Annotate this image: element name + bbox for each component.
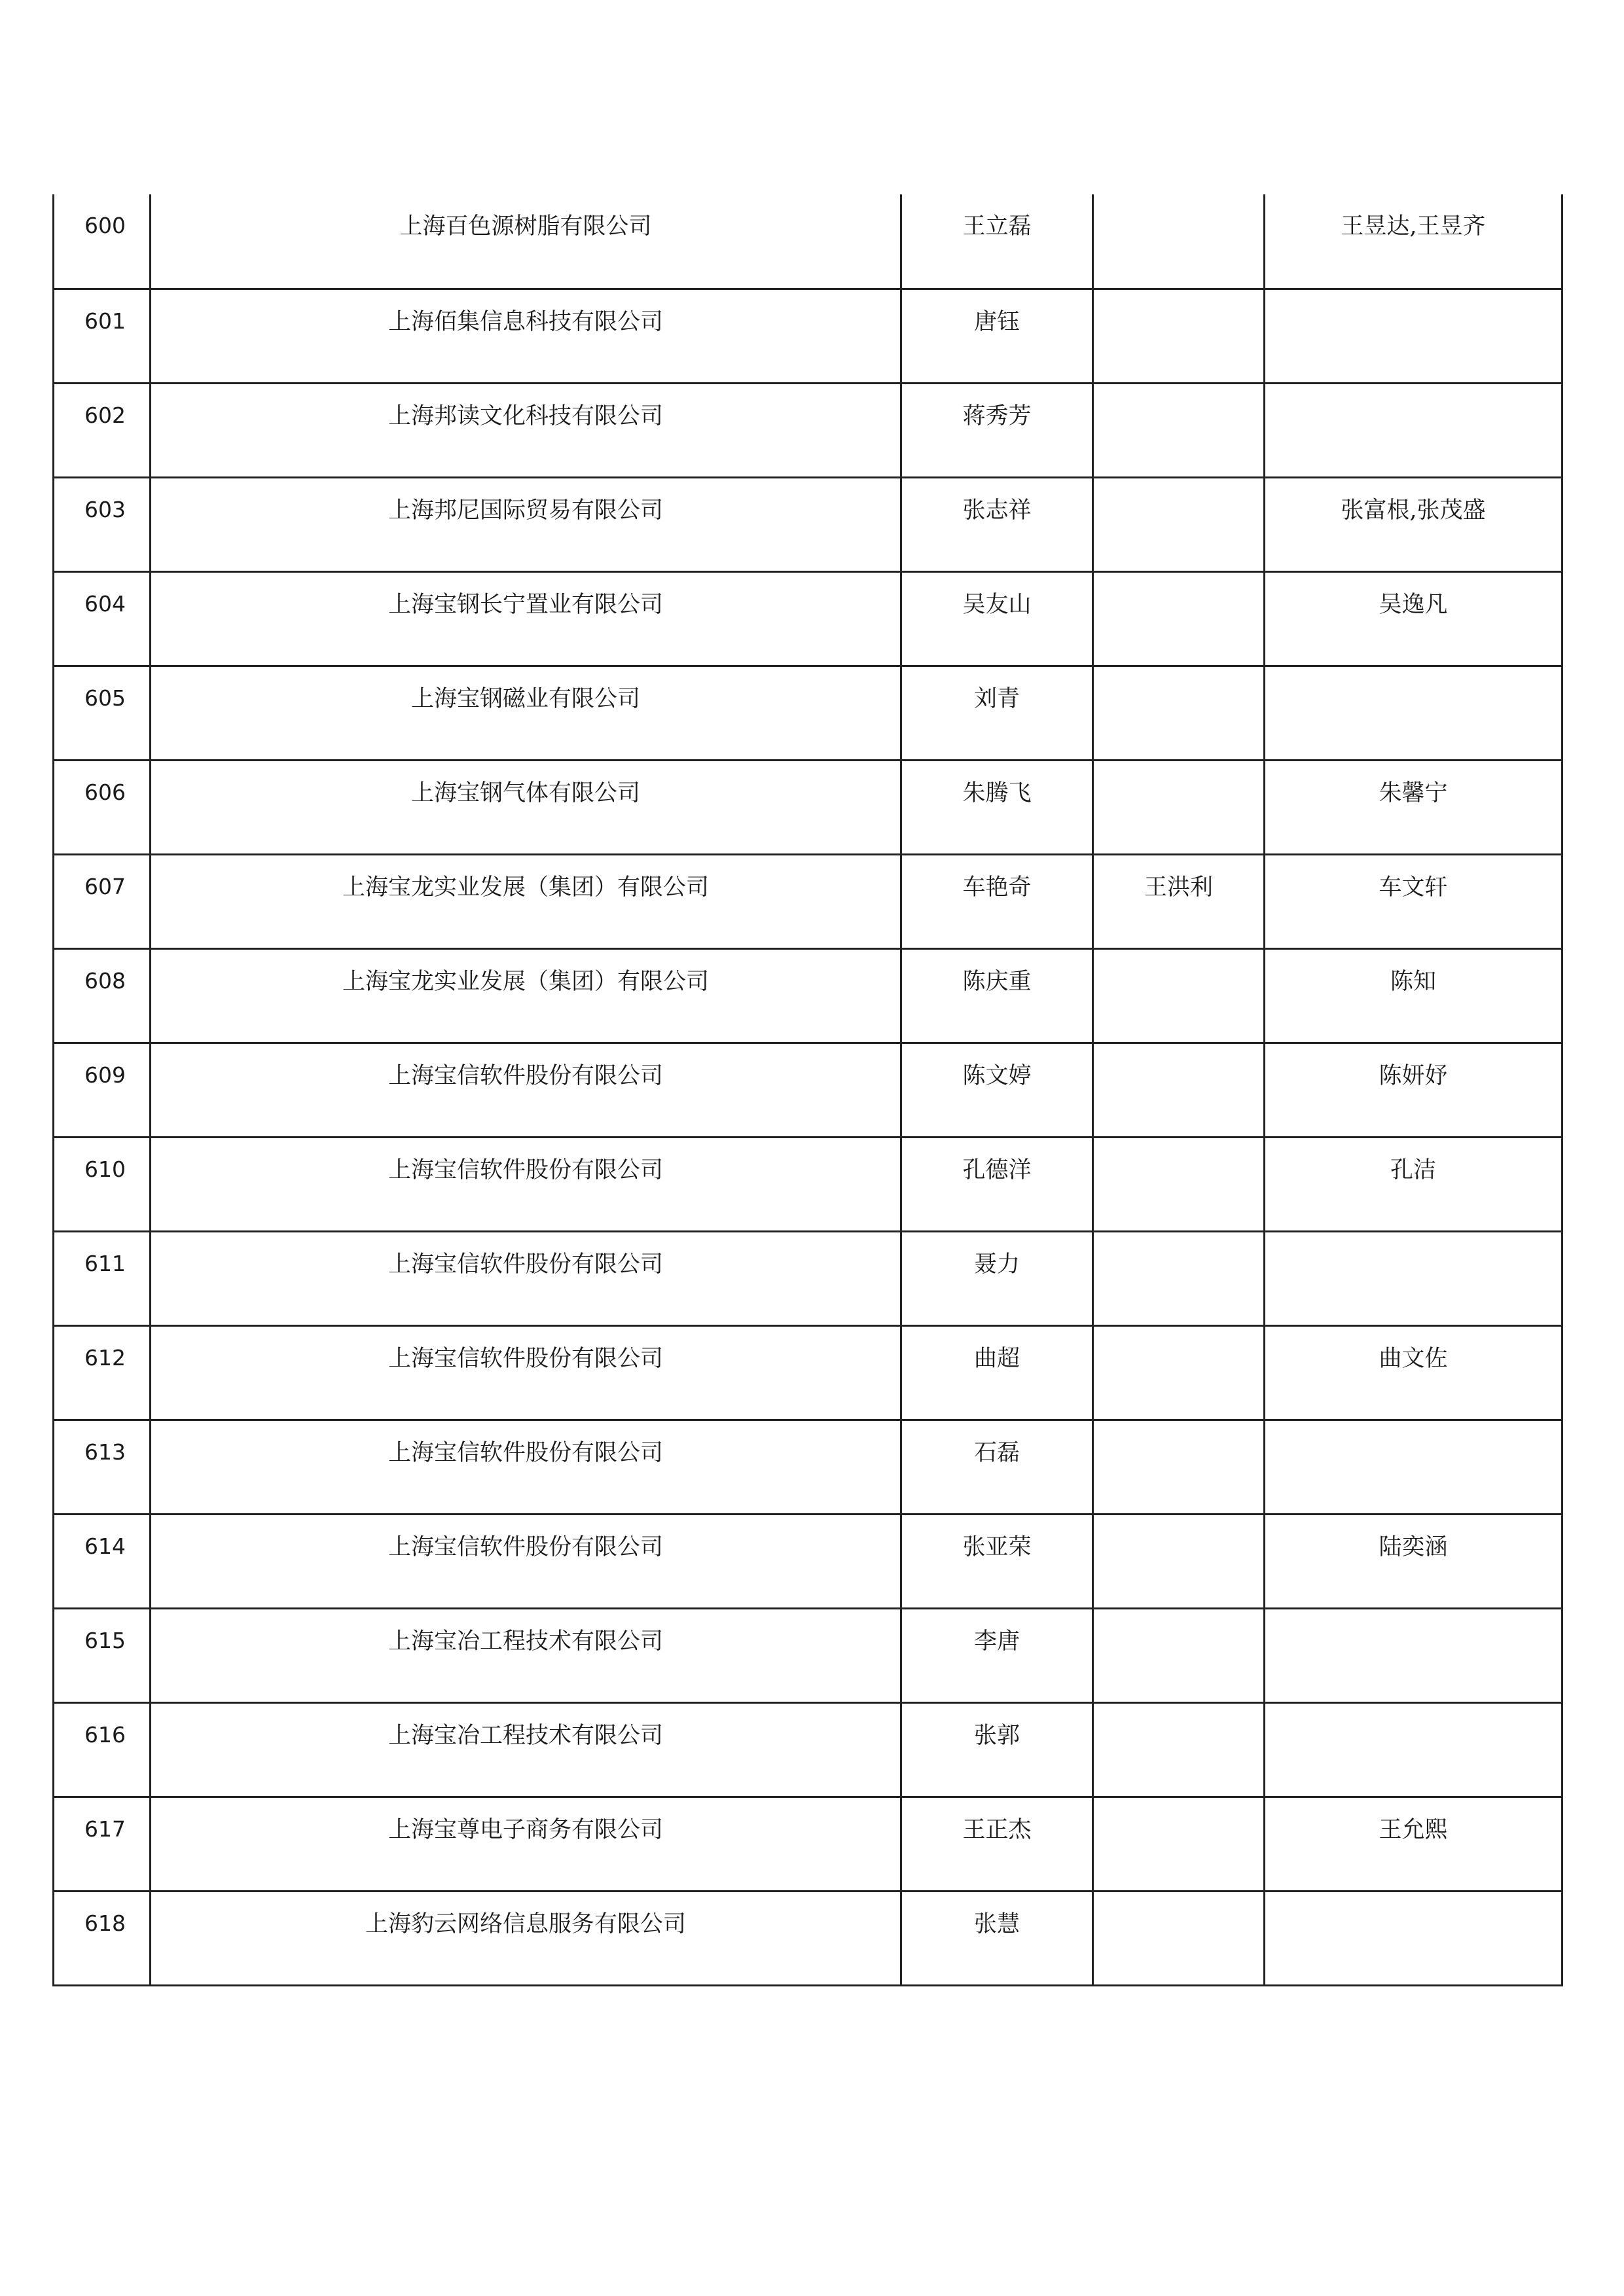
company-name-cell: 上海宝信软件股份有限公司 xyxy=(151,1231,901,1325)
row-number-cell: 609 xyxy=(54,1043,151,1137)
person-name-cell: 石磊 xyxy=(901,1420,1093,1514)
company-name-cell: 上海宝尊电子商务有限公司 xyxy=(151,1797,901,1891)
person-name-cell: 车艳奇 xyxy=(901,854,1093,948)
person-name-cell: 蒋秀芳 xyxy=(901,383,1093,477)
related-names-cell: 王允熙 xyxy=(1265,1797,1562,1891)
person-name-cell: 聂力 xyxy=(901,1231,1093,1325)
row-number-cell: 606 xyxy=(54,760,151,854)
company-name-cell: 上海宝冶工程技术有限公司 xyxy=(151,1702,901,1797)
second-person-cell xyxy=(1093,1891,1265,1985)
second-person-cell xyxy=(1093,666,1265,760)
company-name-cell: 上海宝信软件股份有限公司 xyxy=(151,1514,901,1608)
person-name-cell: 孔德洋 xyxy=(901,1137,1093,1231)
roster-table-body xyxy=(54,194,1562,1985)
table-row xyxy=(54,948,1562,1043)
person-name-cell: 曲超 xyxy=(901,1325,1093,1420)
person-name-cell: 陈庆重 xyxy=(901,948,1093,1043)
company-name-cell: 上海百色源树脂有限公司 xyxy=(151,194,901,289)
table-row xyxy=(54,477,1562,571)
related-names-cell xyxy=(1265,1891,1562,1985)
person-name-cell: 陈文婷 xyxy=(901,1043,1093,1137)
related-names-cell: 陈妍妤 xyxy=(1265,1043,1562,1137)
person-name-cell: 张亚荣 xyxy=(901,1514,1093,1608)
related-names-cell: 吴逸凡 xyxy=(1265,571,1562,666)
related-names-cell: 陈知 xyxy=(1265,948,1562,1043)
row-number-cell: 613 xyxy=(54,1420,151,1514)
second-person-cell xyxy=(1093,1420,1265,1514)
second-person-cell xyxy=(1093,477,1265,571)
row-number-cell: 605 xyxy=(54,666,151,760)
second-person-cell xyxy=(1093,1043,1265,1137)
person-name-cell: 张志祥 xyxy=(901,477,1093,571)
second-person-cell xyxy=(1093,1137,1265,1231)
second-person-cell xyxy=(1093,1231,1265,1325)
person-name-cell: 李唐 xyxy=(901,1608,1093,1702)
roster-table xyxy=(52,194,1563,1986)
related-names-cell xyxy=(1265,1231,1562,1325)
row-number-cell: 604 xyxy=(54,571,151,666)
table-row xyxy=(54,760,1562,854)
row-number-cell: 616 xyxy=(54,1702,151,1797)
row-number-cell: 612 xyxy=(54,1325,151,1420)
related-names-cell xyxy=(1265,666,1562,760)
row-number-cell: 618 xyxy=(54,1891,151,1985)
company-name-cell: 上海宝龙实业发展（集团）有限公司 xyxy=(151,948,901,1043)
related-names-cell xyxy=(1265,1420,1562,1514)
company-name-cell: 上海邦读文化科技有限公司 xyxy=(151,383,901,477)
company-name-cell: 上海宝钢长宁置业有限公司 xyxy=(151,571,901,666)
second-person-cell xyxy=(1093,194,1265,289)
second-person-cell xyxy=(1093,571,1265,666)
second-person-cell xyxy=(1093,948,1265,1043)
second-person-cell xyxy=(1093,1797,1265,1891)
table-row xyxy=(54,1797,1562,1891)
company-name-cell: 上海邦尼国际贸易有限公司 xyxy=(151,477,901,571)
company-name-cell: 上海豹云网络信息服务有限公司 xyxy=(151,1891,901,1985)
related-names-cell: 陆奕涵 xyxy=(1265,1514,1562,1608)
related-names-cell: 朱馨宁 xyxy=(1265,760,1562,854)
company-name-cell: 上海宝钢磁业有限公司 xyxy=(151,666,901,760)
table-row xyxy=(54,1702,1562,1797)
related-names-cell xyxy=(1265,1702,1562,1797)
person-name-cell: 王正杰 xyxy=(901,1797,1093,1891)
table-row xyxy=(54,1420,1562,1514)
person-name-cell: 吴友山 xyxy=(901,571,1093,666)
company-name-cell: 上海宝信软件股份有限公司 xyxy=(151,1137,901,1231)
row-number-cell: 603 xyxy=(54,477,151,571)
person-name-cell: 朱腾飞 xyxy=(901,760,1093,854)
second-person-cell xyxy=(1093,1325,1265,1420)
row-number-cell: 615 xyxy=(54,1608,151,1702)
second-person-cell xyxy=(1093,289,1265,383)
second-person-cell: 王洪利 xyxy=(1093,854,1265,948)
table-row xyxy=(54,1043,1562,1137)
company-name-cell: 上海宝信软件股份有限公司 xyxy=(151,1325,901,1420)
person-name-cell: 张郭 xyxy=(901,1702,1093,1797)
table-row xyxy=(54,571,1562,666)
company-name-cell: 上海宝冶工程技术有限公司 xyxy=(151,1608,901,1702)
row-number-cell: 607 xyxy=(54,854,151,948)
company-name-cell: 上海佰集信息科技有限公司 xyxy=(151,289,901,383)
person-name-cell: 王立磊 xyxy=(901,194,1093,289)
second-person-cell xyxy=(1093,760,1265,854)
second-person-cell xyxy=(1093,1608,1265,1702)
related-names-cell: 张富根,张茂盛 xyxy=(1265,477,1562,571)
row-number-cell: 614 xyxy=(54,1514,151,1608)
row-number-cell: 617 xyxy=(54,1797,151,1891)
company-name-cell: 上海宝龙实业发展（集团）有限公司 xyxy=(151,854,901,948)
related-names-cell: 车文轩 xyxy=(1265,854,1562,948)
person-name-cell: 刘青 xyxy=(901,666,1093,760)
company-name-cell: 上海宝钢气体有限公司 xyxy=(151,760,901,854)
table-row xyxy=(54,1891,1562,1985)
second-person-cell xyxy=(1093,383,1265,477)
related-names-cell: 曲文佐 xyxy=(1265,1325,1562,1420)
table-row xyxy=(54,1608,1562,1702)
related-names-cell xyxy=(1265,383,1562,477)
related-names-cell xyxy=(1265,1608,1562,1702)
second-person-cell xyxy=(1093,1702,1265,1797)
row-number-cell: 608 xyxy=(54,948,151,1043)
table-row xyxy=(54,1325,1562,1420)
table-row xyxy=(54,854,1562,948)
document-page xyxy=(52,194,1561,1986)
table-row xyxy=(54,1231,1562,1325)
related-names-cell: 王昱达,王昱齐 xyxy=(1265,194,1562,289)
related-names-cell xyxy=(1265,289,1562,383)
person-name-cell: 张慧 xyxy=(901,1891,1093,1985)
row-number-cell: 602 xyxy=(54,383,151,477)
related-names-cell: 孔洁 xyxy=(1265,1137,1562,1231)
table-row xyxy=(54,666,1562,760)
row-number-cell: 611 xyxy=(54,1231,151,1325)
person-name-cell: 唐钰 xyxy=(901,289,1093,383)
second-person-cell xyxy=(1093,1514,1265,1608)
company-name-cell: 上海宝信软件股份有限公司 xyxy=(151,1420,901,1514)
row-number-cell: 601 xyxy=(54,289,151,383)
company-name-cell: 上海宝信软件股份有限公司 xyxy=(151,1043,901,1137)
table-row xyxy=(54,1137,1562,1231)
table-row xyxy=(54,1514,1562,1608)
row-number-cell: 600 xyxy=(54,194,151,289)
row-number-cell: 610 xyxy=(54,1137,151,1231)
table-row xyxy=(54,383,1562,477)
table-row xyxy=(54,194,1562,289)
table-row xyxy=(54,289,1562,383)
